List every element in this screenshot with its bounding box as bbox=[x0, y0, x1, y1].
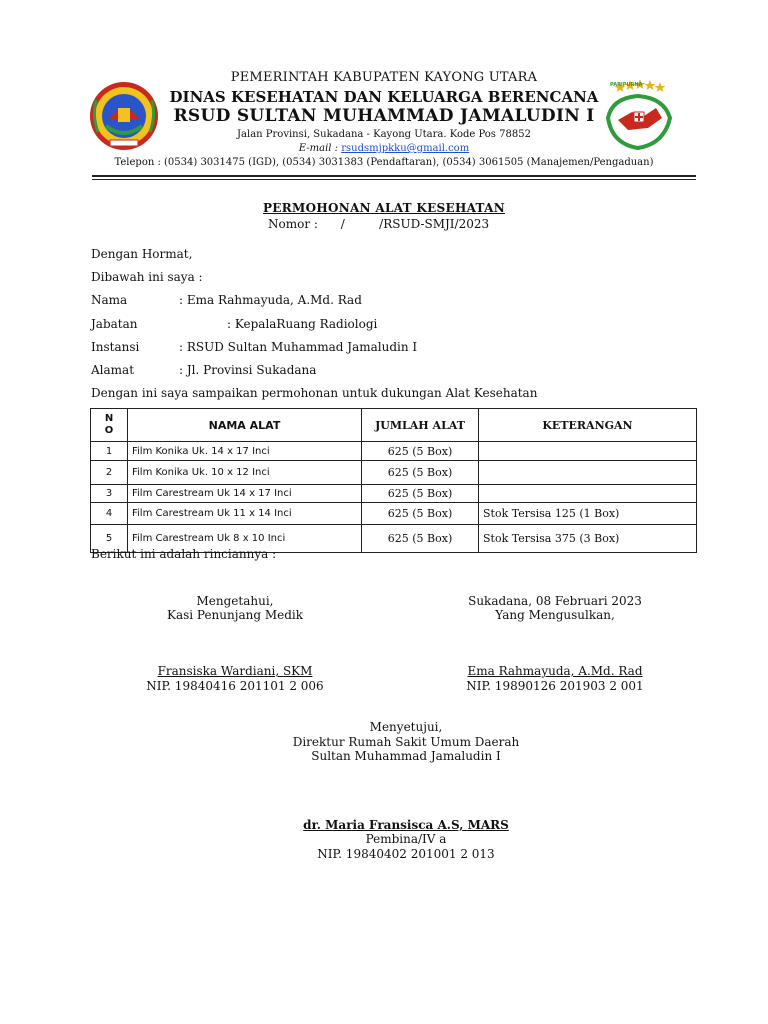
field-label-alamat: Alamat bbox=[91, 363, 135, 377]
sign-right-line2: Yang Mengusulkan, bbox=[495, 608, 615, 622]
request-text: Dengan ini saya sampaikan permohonan untuk dukungan Alat Kesehatan bbox=[91, 386, 538, 400]
field-value-jabatan: : KepalaRuang Radiologi bbox=[227, 317, 378, 331]
letter-title: PERMOHONAN ALAT KESEHATAN bbox=[262, 201, 506, 215]
sign-left-nip: NIP. 19840416 201101 2 006 bbox=[146, 679, 324, 693]
cell-keterangan: Stok Tersisa 375 (3 Box) bbox=[479, 525, 697, 553]
equipment-table bbox=[90, 408, 697, 553]
header-email-line bbox=[0, 143, 768, 154]
sign-right-nip: NIP. 19890126 201903 2 001 bbox=[466, 679, 644, 693]
email-label: E-mail : bbox=[298, 143, 342, 154]
header-address: Jalan Provinsi, Sukadana - Kayong Utara. Kode Pos 78852 bbox=[237, 129, 531, 140]
cell-jumlah: 625 (5 Box) bbox=[362, 461, 479, 485]
field-label-instansi: Instansi bbox=[91, 340, 140, 354]
sign-bottom-line3: Sultan Muhammad Jamaludin I bbox=[311, 749, 501, 763]
cell-nama: Film Konika Uk. 14 x 17 Inci bbox=[128, 442, 362, 461]
table-row bbox=[91, 485, 697, 503]
header-divider-thin bbox=[92, 179, 696, 180]
cell-jumlah: 625 (5 Box) bbox=[362, 485, 479, 503]
cell-no: 3 bbox=[91, 485, 128, 503]
cell-jumlah: 625 (5 Box) bbox=[362, 442, 479, 461]
field-label-nama: Nama bbox=[91, 293, 128, 307]
sign-bottom-name: dr. Maria Fransisca A.S, MARS bbox=[303, 818, 509, 832]
cell-nama: Film Carestream Uk 14 x 17 Inci bbox=[128, 485, 362, 503]
sign-left-line1: Mengetahui, bbox=[196, 594, 274, 608]
sign-left-line2: Kasi Penunjang Medik bbox=[166, 608, 304, 622]
header-nama-alat: NAMA ALAT bbox=[128, 409, 362, 442]
cell-keterangan bbox=[479, 442, 697, 461]
header-government: PEMERINTAH KABUPATEN KAYONG UTARA bbox=[230, 70, 538, 85]
intro: Dibawah ini saya : bbox=[91, 270, 203, 284]
detail-text: Berikut ini adalah rinciannya : bbox=[91, 547, 277, 561]
field-label-jabatan: Jabatan bbox=[91, 317, 138, 331]
field-value-nama: : Ema Rahmayuda, A.Md. Rad bbox=[179, 293, 362, 307]
sign-right-line1: Sukadana, 08 Februari 2023 bbox=[468, 594, 642, 608]
cell-keterangan bbox=[479, 485, 697, 503]
header-keterangan: KETERANGAN bbox=[479, 409, 697, 442]
header-agency: DINAS KESEHATAN DAN KELUARGA BERENCANA bbox=[169, 88, 599, 106]
header-jumlah-alat: JUMLAH ALAT bbox=[362, 409, 479, 442]
cell-no: 1 bbox=[91, 442, 128, 461]
table-header-row bbox=[91, 409, 697, 442]
sign-bottom-nip: NIP. 19840402 201001 2 013 bbox=[317, 847, 495, 861]
cell-nama: Film Carestream Uk 11 x 14 Inci bbox=[128, 503, 362, 525]
letter-number: Nomor : / /RSUD-SMJI/2023 bbox=[268, 217, 490, 231]
table-row bbox=[91, 461, 697, 485]
header-divider-thick bbox=[92, 175, 696, 177]
header-no: N O bbox=[91, 409, 128, 442]
cell-nama: Film Carestream Uk 8 x 10 Inci bbox=[128, 525, 362, 553]
email-link[interactable]: rsudsmjpkku@gmail.com bbox=[341, 143, 470, 154]
field-value-instansi: : RSUD Sultan Muhammad Jamaludin I bbox=[179, 340, 418, 354]
sign-right-name: Ema Rahmayuda, A.Md. Rad bbox=[467, 664, 643, 678]
greeting: Dengan Hormat, bbox=[91, 247, 193, 261]
sign-bottom-line2: Direktur Rumah Sakit Umum Daerah bbox=[292, 735, 520, 749]
cell-no: 5 bbox=[91, 525, 128, 553]
cell-keterangan: Stok Tersisa 125 (1 Box) bbox=[479, 503, 697, 525]
table-row bbox=[91, 442, 697, 461]
sign-bottom-rank: Pembina/IV a bbox=[365, 832, 447, 846]
sign-bottom-line1: Menyetujui, bbox=[369, 720, 443, 734]
cell-jumlah: 625 (5 Box) bbox=[362, 525, 479, 553]
logo-right-text: PARIPURNA bbox=[610, 82, 643, 88]
header-hospital: RSUD SULTAN MUHAMMAD JAMALUDIN I bbox=[173, 106, 595, 126]
field-value-alamat: : Jl. Provinsi Sukadana bbox=[179, 363, 317, 377]
header-phone: Telepon : (0534) 3031475 (IGD), (0534) 3031383 (Pendaftaran), (0534) 3061505 (Manajemen/Pengaduan) bbox=[114, 157, 654, 168]
cell-nama: Film Konika Uk. 10 x 12 Inci bbox=[128, 461, 362, 485]
cell-jumlah: 625 (5 Box) bbox=[362, 503, 479, 525]
cell-no: 2 bbox=[91, 461, 128, 485]
table-row bbox=[91, 503, 697, 525]
cell-no: 4 bbox=[91, 503, 128, 525]
cell-keterangan bbox=[479, 461, 697, 485]
sign-left-name: Fransiska Wardiani, SKM bbox=[157, 664, 313, 678]
